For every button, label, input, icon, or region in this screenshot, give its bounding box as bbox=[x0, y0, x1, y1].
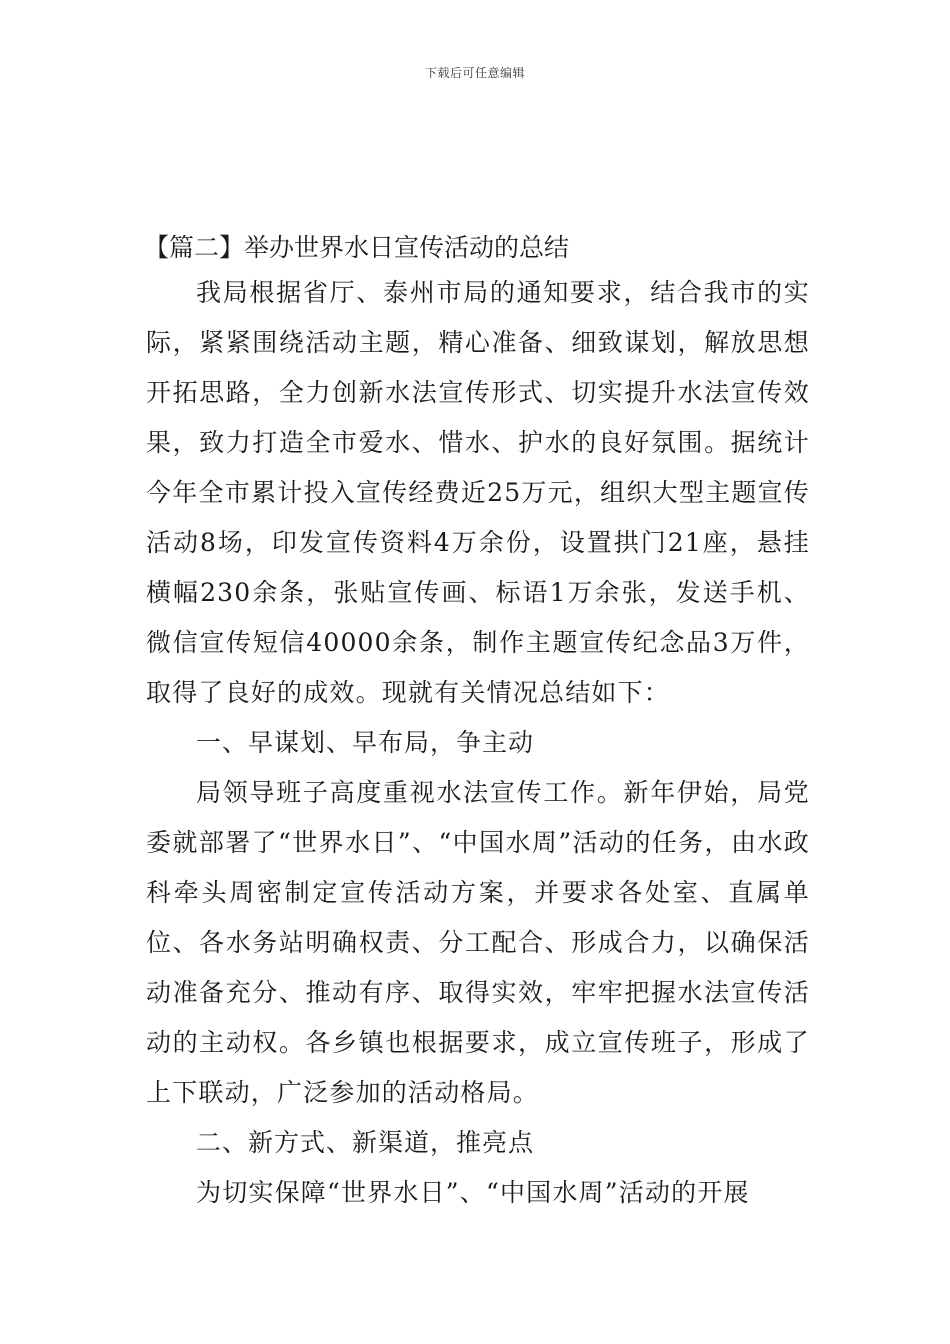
paragraph-section-1: 局领导班子高度重视水法宣传工作。新年伊始，局党委就部署了“世界水日”、“中国水周”活动的任务，由水政科牵头周密制定宣传活动方案，并要求各处室、直属单位、各水务站明确权责、分工配合、形成合力，以确保活动准备充分、推动有序、取得实效，牢牢把握水法宣传活动的主动权。各乡镇也根据要求，成立宣传班子，形成了上下联动，广泛参加的活动格局。 bbox=[146, 778, 810, 1107]
paragraph-section-2: 为切实保障“世界水日”、“中国水周”活动的开展 bbox=[196, 1178, 750, 1207]
section-heading-1: 一、早谋划、早布局，争主动 bbox=[196, 728, 535, 757]
paragraph-intro: 我局根据省厅、泰州市局的通知要求，结合我市的实际，紧紧围绕活动主题，精心准备、细致谋划，解放思想开拓思路，全力创新水法宣传形式、切实提升水法宣传效果，致力打造全市爱水、惜水、护水的良好氛围。据统计今年全市累计投入宣传经费近25万元，组织大型主题宣传活动8场，印发宣传资料4万余份，设置拱门21座，悬挂横幅230余条，张贴宣传画、标语1万余张，发送手机、微信宣传短信40000余条，制作主题宣传纪念品3万件，取得了良好的成效。现就有关情况总结如下： bbox=[146, 278, 810, 707]
document-body bbox=[146, 228, 810, 1218]
section-heading-2: 二、新方式、新渠道，推亮点 bbox=[196, 1128, 535, 1157]
page-header-note: 下载后可任意编辑 bbox=[424, 66, 525, 80]
document-title: 【篇二】举办世界水日宣传活动的总结 bbox=[144, 233, 570, 262]
